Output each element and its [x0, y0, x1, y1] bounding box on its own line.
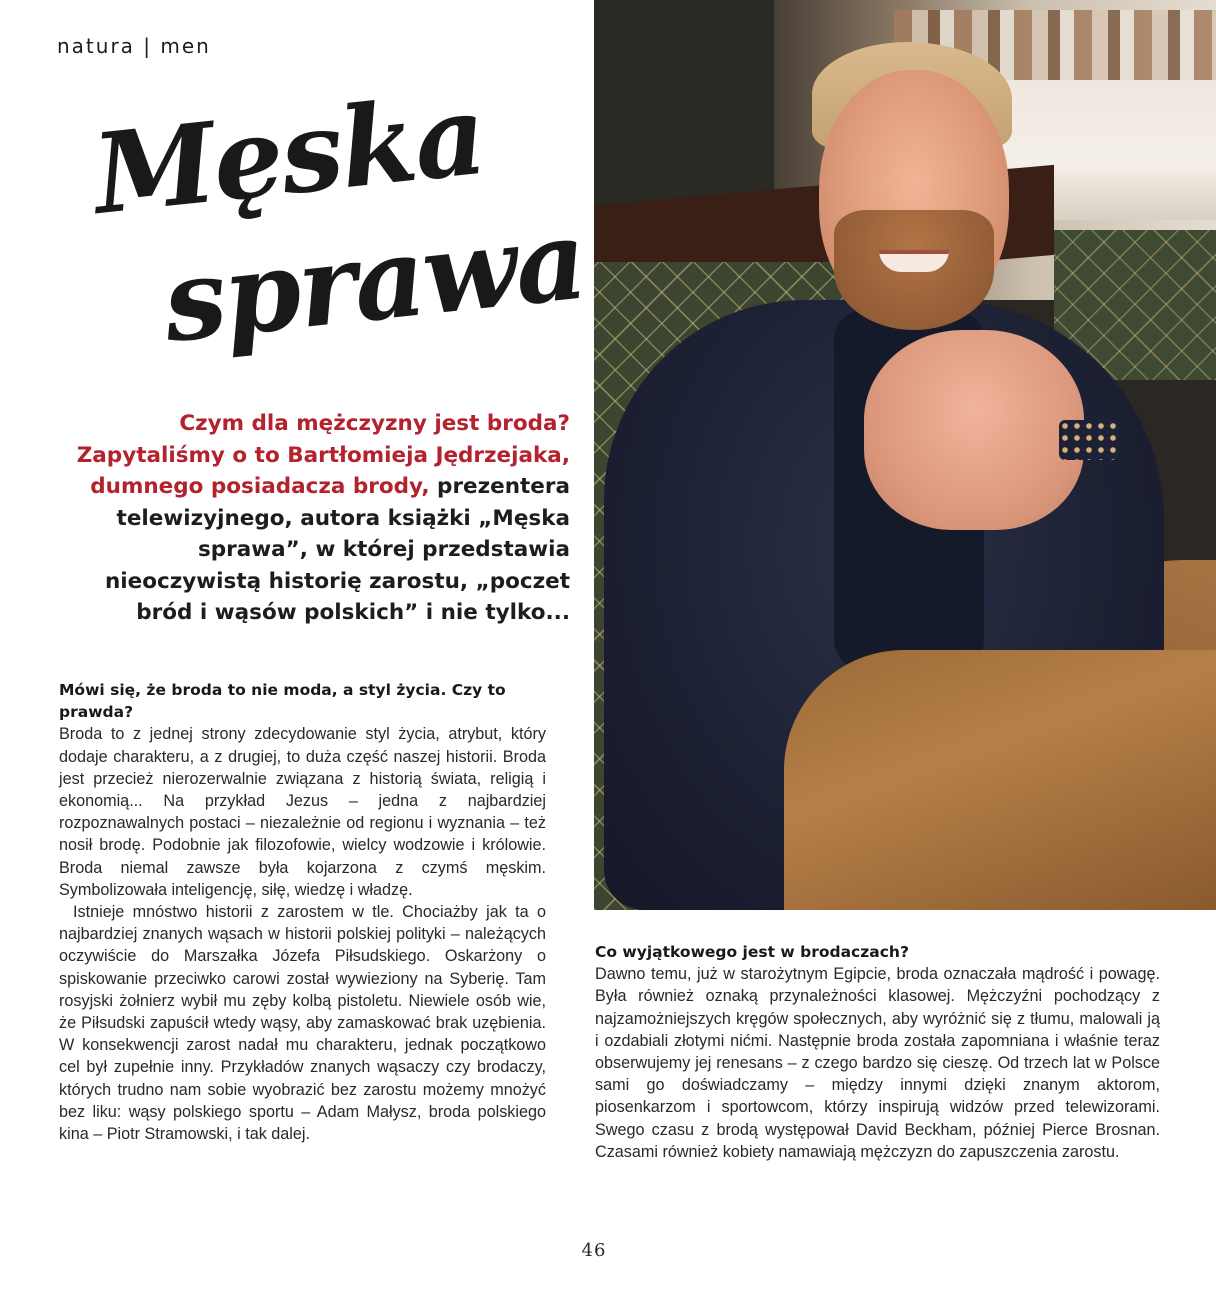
article-title [87, 69, 591, 380]
title-line-2: sprawa [157, 194, 591, 367]
article-column-right [595, 941, 1160, 1163]
portrait-photo [594, 0, 1216, 910]
lead-text: prezentera telewizyjnego, autora książki „Męska sprawa”, w której przedstawia nieoczywistą historię zarostu, „poczet bród i wąsów polskich” i nie tylko... [104, 474, 570, 625]
answer-paragraph: Istnieje mnóstwo historii z zarostem w tle. Chociażby jak ta o najbardziej znanych wąsach w historii polskiej polityki – należących oczywiście do Marszałka Józefa Piłsudskiego. Oskarżony o spiskowanie przeciwko carowi został wywieziony na Syberię. Tam rosyjski żołnierz wybił mu zęby kolbą pistoletu. Niewiele osób wie, że Piłsudski zapuścił wtedy wąsy, aby zamaskować brak uzębienia. W konsekwencji zarost nadał mu charakteru, jednak początkowo cel był zupełnie inny. Przykładów znanych wąsaczy czy brodaczy, których trudno nam sobie wyobrazić bez zarostu możemy mnożyć bez liku: wąsy polskiego sportu – Adam Małysz, broda polskiego kina – Piotr Stramowski, i tak dalej. [59, 903, 546, 1144]
lead-highlight: Czym dla mężczyzny jest broda? Zapytaliśmy o to Bartłomieja Jędrzejaka, dumnego posiadacza brody, [76, 411, 570, 499]
trousers [784, 650, 1216, 910]
answer-paragraph: Dawno temu, już w starożytnym Egipcie, broda oznaczała mądrość i powagę. Była również oznaką przynależności klasowej. Mężczyźni pochodzący z najzamożniejszych kręgów społecznych, aby wyróżnić się z tłumu, malowali ją i ozdabiali złotymi nićmi. Następnie broda została zapomniana i właśnie teraz obserwujemy jej renesans – z czego bardzo się cieszę. Od trzech lat w Polsce sami go doświadczamy – między innymi dzięki znanym aktorom, piosenkarzom i sportowcom, którzy inspirują widzów przed telewizorami. Swego czasu z brodą występował David Beckham, później Pierce Brosnan. Czasami również kobiety namawiają mężczyzn do zapuszczenia zarostu. [595, 965, 1160, 1161]
clasped-hands [864, 330, 1084, 530]
question-heading: Co wyjątkowego jest w brodaczach? [595, 943, 909, 961]
page-number: 46 [581, 1240, 607, 1261]
title-line-1: Męska [87, 69, 490, 239]
article-column-left [59, 679, 546, 1145]
smile [879, 250, 949, 272]
pocket-square [1059, 420, 1119, 460]
section-label: natura | men [57, 34, 211, 58]
question-heading: Mówi się, że broda to nie moda, a styl życia. Czy to prawda? [59, 681, 506, 722]
answer-paragraph: Broda to z jednej strony zdecydowanie styl życia, atrybut, który dodaje charakteru, a z drugiej, to duża część naszej historii. Broda jest przecież nierozerwalnie związana z historią świata, religią i ekonomią... Na przykład Jezus – jedna z najbardziej rozpoznawalnych postaci – niezależnie od regionu i wyznania – też nosił brodę. Podobnie jak filozofowie, wielcy wodzowie i królowie. Broda niemal zawsze była kojarzona z czymś męskim. Symbolizowała inteligencję, siłę, wiedzę i władzę. [59, 725, 546, 899]
lead-paragraph [55, 408, 570, 629]
